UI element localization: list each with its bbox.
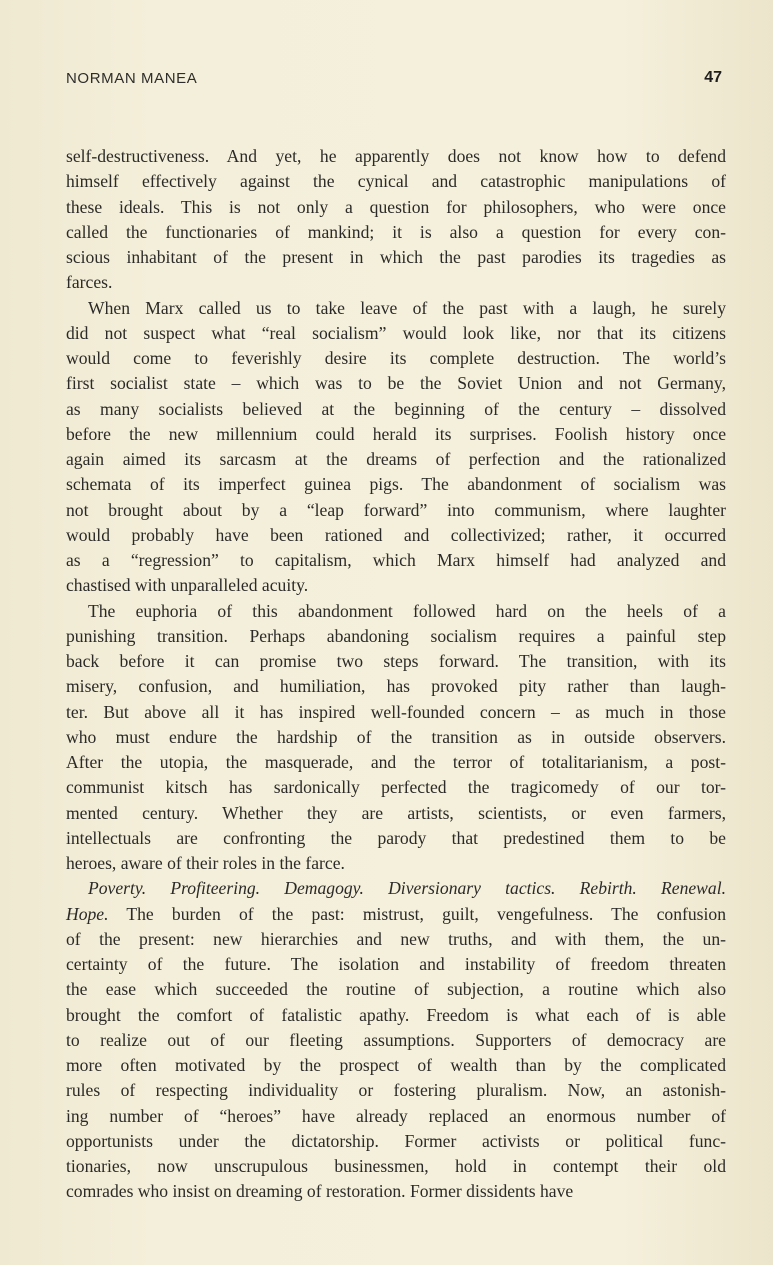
line-text: chastised with unparalleled acuity. — [66, 575, 309, 596]
text-line — [66, 700, 726, 725]
text-line — [66, 1129, 726, 1154]
text-line — [66, 1179, 726, 1204]
line-text: schemata of its imperfect guinea pigs. The abandonment of socialism was — [66, 474, 726, 495]
line-text: certainty of the future. The isolation and instability of freedom threaten — [66, 954, 726, 974]
text-line — [66, 220, 726, 245]
line-text: brought the comfort of fatalistic apathy. Freedom is what each of is able — [66, 1004, 726, 1025]
page-number: 47 — [704, 69, 722, 86]
line-text: did not suspect what “real socialism” would look like, nor that its citizens — [66, 322, 726, 343]
text-line — [66, 725, 726, 750]
line-text: not brought about by a “leap forward” into communism, where laughter — [66, 499, 726, 520]
text-line — [66, 245, 726, 270]
text-line — [66, 1053, 726, 1078]
line-text: misery, confusion, and humiliation, has provoked pity rather than laugh- — [66, 676, 726, 697]
text-line — [66, 548, 726, 573]
text-line — [66, 397, 726, 422]
text-line — [66, 599, 726, 624]
text-line — [66, 573, 726, 598]
text-line — [66, 952, 726, 977]
line-text: self-destructiveness. And yet, he apparently does not know how to defend — [66, 146, 726, 166]
text-line — [66, 169, 726, 194]
line-text: mented century. Whether they are artists, scientists, or even farmers, — [66, 802, 726, 823]
text-line — [66, 876, 726, 901]
line-text: tionaries, now unscrupulous businessmen, hold in contempt their old — [66, 1156, 726, 1176]
text-line — [66, 422, 726, 447]
line-text: communist kitsch has sardonically perfected the tragicomedy of our tor- — [66, 777, 726, 798]
text-line — [66, 447, 726, 472]
line-text: as a “regression” to capitalism, which Marx himself had analyzed and — [66, 550, 726, 570]
line-text: who must endure the hardship of the transition as in outside observers. — [66, 726, 726, 747]
text-line — [66, 649, 726, 674]
line-text: The euphoria of this abandonment followed hard on the heels of a — [88, 600, 726, 621]
text-line — [66, 927, 726, 952]
line-text: scious inhabitant of the present in which the past parodies its tragedies as — [66, 247, 726, 267]
text-line — [66, 851, 726, 876]
text-line — [66, 472, 726, 497]
text-line — [66, 977, 726, 1002]
line-text: rules of respecting individuality or fostering pluralism. Now, an astonish- — [66, 1080, 726, 1101]
text-line — [66, 1003, 726, 1028]
text-line — [66, 1028, 726, 1053]
line-text: as many socialists believed at the beginning of the century – dissolved — [66, 398, 726, 419]
text-line — [66, 624, 726, 649]
italic-text: Hope. — [66, 903, 109, 924]
text-line — [66, 144, 726, 169]
text-line — [66, 321, 726, 346]
text-line — [66, 801, 726, 826]
text-line — [66, 674, 726, 699]
text-line — [66, 523, 726, 548]
body-text — [66, 144, 726, 1205]
line-text: back before it can promise two steps forward. The transition, with its — [66, 651, 726, 671]
line-text: again aimed its sarcasm at the dreams of perfection and the rationalized — [66, 449, 726, 469]
text-line — [66, 270, 726, 295]
text-line — [66, 1104, 726, 1129]
line-text: ing number of “heroes” have already replaced an enormous number of — [66, 1105, 726, 1126]
line-text: the ease which succeeded the routine of subjection, a routine which also — [66, 979, 726, 1000]
line-text: called the functionaries of mankind; it is also a question for every con- — [66, 221, 726, 242]
text-line — [66, 902, 726, 927]
italic-text: Poverty. Profiteering. Demagogy. Diversionary tactics. Rebirth. Renewal. — [88, 878, 726, 899]
text-line — [66, 750, 726, 775]
text-line — [66, 1154, 726, 1179]
text-line — [66, 296, 726, 321]
text-line — [66, 346, 726, 371]
running-head — [66, 70, 722, 94]
line-text: punishing transition. Perhaps abandoning socialism requires a painful step — [66, 625, 726, 646]
line-text: opportunists under the dictatorship. Former activists or political func- — [66, 1130, 726, 1151]
text-line — [66, 1078, 726, 1103]
line-text: After the utopia, the masquerade, and the terror of totalitarianism, a post- — [66, 752, 726, 772]
text-line — [66, 371, 726, 396]
text-line — [66, 498, 726, 523]
running-head-author: NORMAN MANEA — [66, 70, 198, 87]
line-text: farces. — [66, 272, 113, 293]
line-text: would come to feverishly desire its complete destruction. The world’s — [66, 348, 726, 368]
line-text: before the new millennium could herald its surprises. Foolish history once — [66, 423, 726, 444]
line-text: first socialist state – which was to be the Soviet Union and not Germany, — [66, 373, 726, 394]
line-text: would probably have been rationed and collectivized; rather, it occurred — [66, 524, 726, 545]
line-text: of the present: new hierarchies and new truths, and with them, the un- — [66, 928, 726, 949]
line-text: The burden of the past: mistrust, guilt, vengefulness. The confusion — [108, 903, 726, 924]
line-text: When Marx called us to take leave of the past with a laugh, he surely — [88, 297, 726, 318]
line-text: these ideals. This is not only a question for philosophers, who were once — [66, 196, 726, 217]
line-text: more often motivated by the prospect of wealth than by the complicated — [66, 1055, 726, 1075]
text-line — [66, 826, 726, 851]
line-text: to realize out of our fleeting assumptions. Supporters of democracy are — [66, 1029, 726, 1050]
text-line — [66, 195, 726, 220]
line-text: ter. But above all it has inspired well-founded concern – as much in those — [66, 701, 726, 722]
line-text: himself effectively against the cynical and catastrophic manipulations of — [66, 171, 726, 192]
line-text: heroes, aware of their roles in the farce. — [66, 853, 345, 873]
line-text: comrades who insist on dreaming of restoration. Former dissidents have — [66, 1181, 574, 1202]
line-text: intellectuals are confronting the parody that predestined them to be — [66, 827, 726, 848]
text-line — [66, 775, 726, 800]
